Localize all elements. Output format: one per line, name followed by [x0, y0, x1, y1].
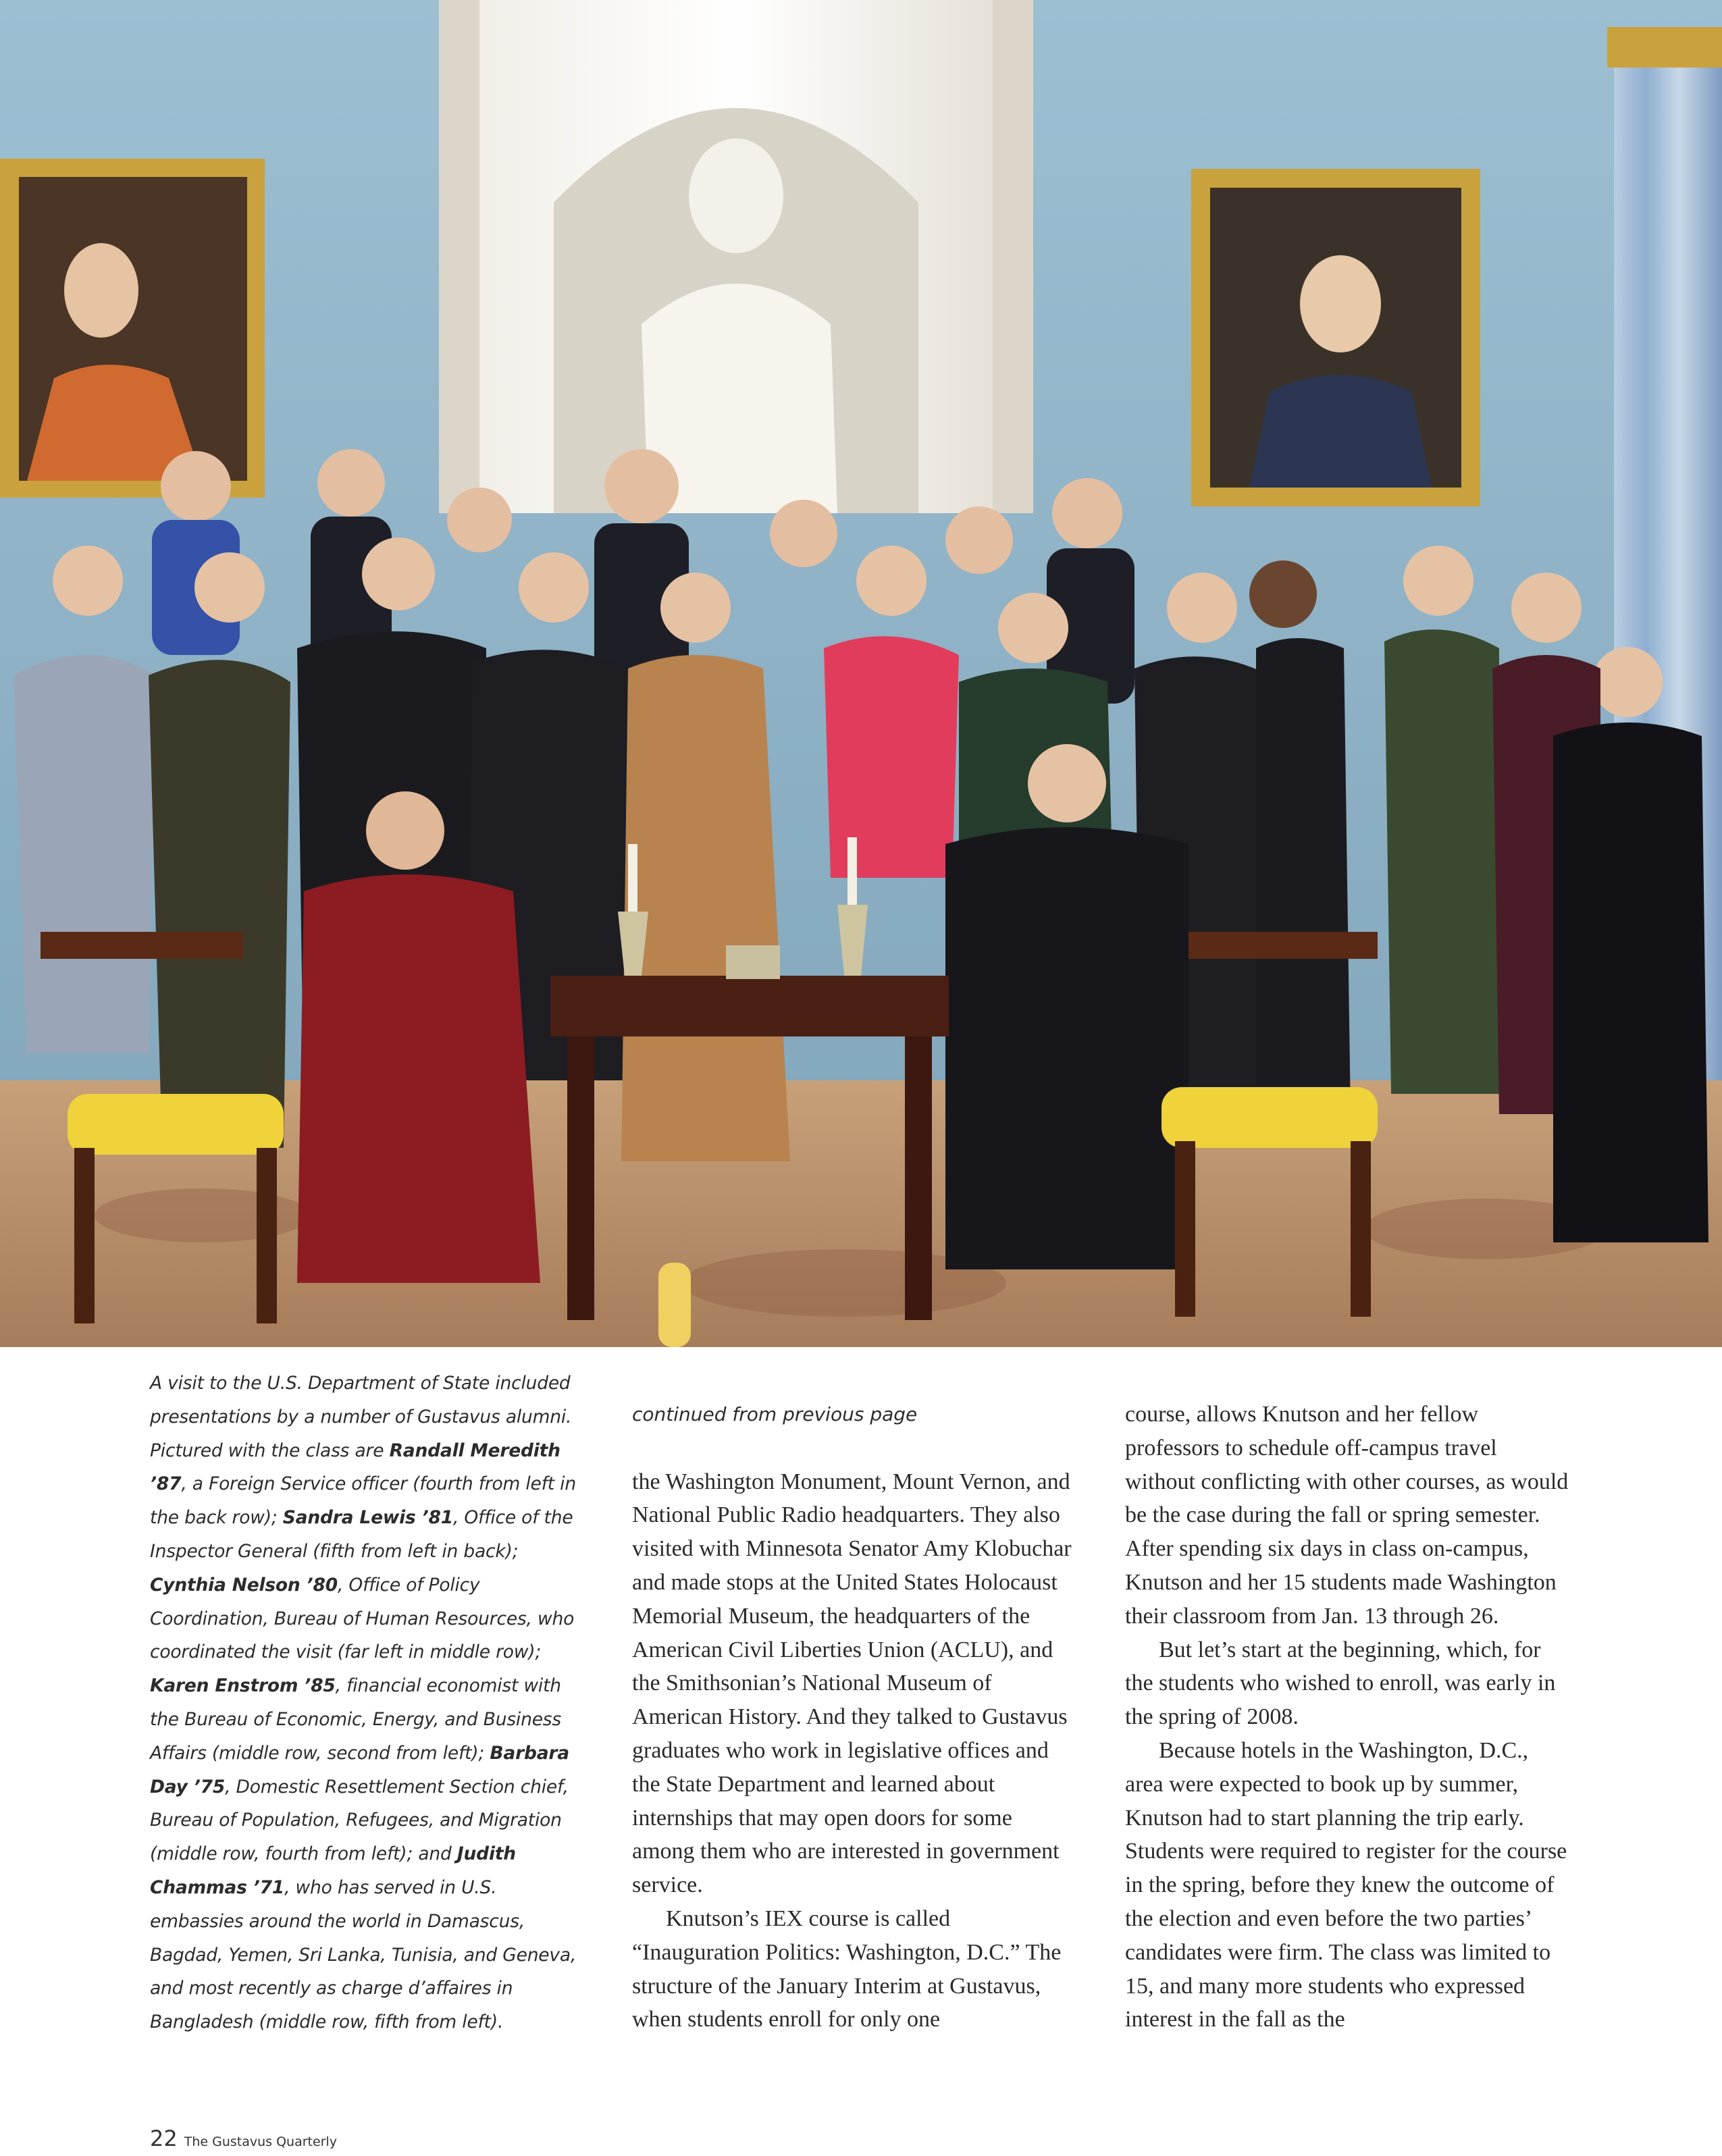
caption-text: , Office of Policy Coordination, Bureau of Human Resources, who coordinated the visit (far left in middle row); [150, 1574, 575, 1663]
article-paragraph: But let’s start at the beginning, which, for the students who wished to enroll, was early in the spring of 2008. [1125, 1637, 1556, 1730]
caption-text: , Office of the Inspector General (fifth from left in back); [150, 1507, 573, 1562]
caption-name: Barbara Day ’75 [150, 1742, 569, 1797]
caption-text: , Domestic Resettlement Section chief, Bureau of Population, Refugees, and Migration (middle row, fourth from left); and [150, 1776, 569, 1865]
caption-text: , a Foreign Service officer (fourth from left in the back row); [150, 1473, 576, 1529]
caption-text: A visit to the U.S. Department of State included presentations by a number of Gustavus alumni. Pictured with the class are [150, 1373, 572, 1461]
photo-caption [150, 1367, 582, 2039]
article-paragraph: the Washington Monument, Mount Vernon, and National Public Radio headquarters. They also visited with Minnesota Senator Amy Klobuchar and made stops at the United States Holocaust Memorial Museum, the headquarters of the American Civil Liberties Union (ACLU), and the Smithsonian’s National Museum of American History. And they talked to Gustavus graduates who work in legislative offices and the State Department and learned about internships that may open doors for some among them who are interested in government service. [632, 1469, 1072, 1898]
continued-note: continued from previous page [632, 1403, 918, 1425]
caption-text: , who has served in U.S. embassies around the world in Damascus, Bagdad, Yemen, Sri Lanka, Tunisia, and Geneva, and most recently as charge d’affaires in Bangladesh (middle row, fifth from left). [150, 1876, 577, 2033]
caption-name: Sandra Lewis ’81 [282, 1507, 453, 1529]
caption-name: Judith Chammas ’71 [150, 1843, 516, 1898]
caption-name: Karen Enstrom ’85 [150, 1675, 336, 1697]
caption-name: Cynthia Nelson ’80 [150, 1574, 338, 1596]
article-column-2 [632, 1398, 1078, 2036]
caption-text: , financial economist with the Bureau of Economic, Energy, and Business Affairs (middle row, second from left); [150, 1675, 562, 1764]
article-paragraph: Knutson’s IEX course is called “Inauguration Politics: Washington, D.C.” The structure of the January Interim at Gustavus, when students enroll for only one [632, 1905, 1062, 2032]
publication-name: The Gustavus Quarterly [184, 2134, 338, 2149]
article-paragraph: course, allows Knutson and her fellow professors to schedule off-campus travel without conflicting with other courses, as would be the case during the fall or spring semester. After spending six days in class on-campus, Knutson and her 15 students made Washington their classroom from Jan. 13 through 26. [1125, 1402, 1569, 1629]
article-paragraph: Because hotels in the Washington, D.C., area were expected to book up by summer, Knutson had to start planning the trip early. Students were required to register for the course in the spring, before they knew the outcome of the election and even before the two parties’ candidates were firm. The class was limited to 15, and many more students who expressed interest in the fall as the [1125, 1737, 1567, 2032]
caption-name: Randall Meredith ’87 [150, 1440, 560, 1495]
page-footer [150, 2126, 337, 2151]
article-column-3 [1125, 1398, 1571, 2036]
page-number: 22 [150, 2126, 178, 2151]
